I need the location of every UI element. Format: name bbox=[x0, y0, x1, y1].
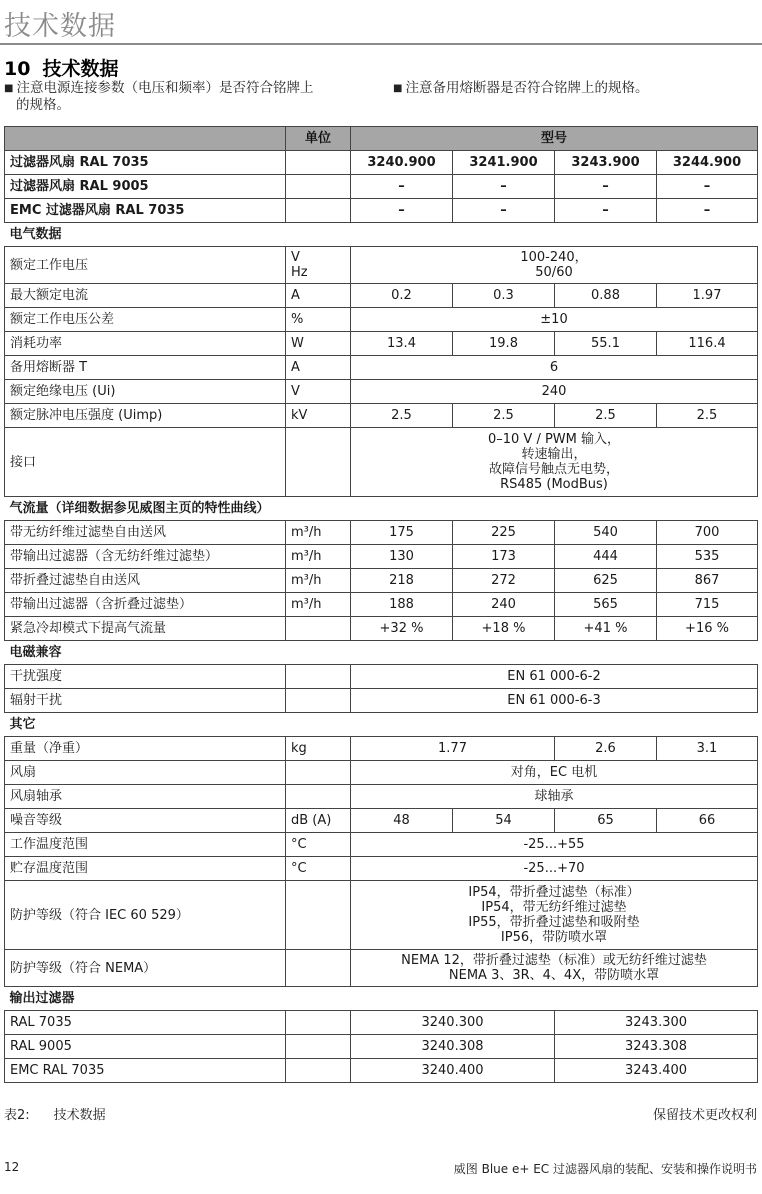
row-label: 过滤器风扇 RAL 9005 bbox=[5, 175, 286, 199]
table-row bbox=[5, 308, 758, 332]
value-cell: 对角，EC 电机 bbox=[351, 761, 758, 785]
value-cell: 3240.400 bbox=[351, 1059, 555, 1083]
value-cell: 625 bbox=[555, 569, 657, 593]
unit-cell bbox=[286, 428, 351, 497]
table-caption bbox=[4, 1104, 106, 1123]
unit-cell bbox=[286, 1059, 351, 1083]
unit-cell: kV bbox=[286, 404, 351, 428]
unit-cell bbox=[286, 1035, 351, 1059]
value-cell: IP54，带折叠过滤垫（标准） IP54，带无纺纤维过滤垫 IP55，带折叠过滤垫和吸附垫 IP56，带防喷水罩 bbox=[351, 881, 758, 950]
unit-cell bbox=[286, 175, 351, 199]
row-label: 噪音等级 bbox=[5, 809, 286, 833]
model-number: 3240.900 bbox=[351, 151, 453, 175]
technical-data-table bbox=[4, 126, 758, 1083]
footer-document-title: 威图 Blue e+ EC 过滤器风扇的装配、安装和操作说明书 bbox=[453, 1162, 757, 1176]
note-fuse-text: 注意备用熔断器是否符合铭牌上的规格。 bbox=[405, 80, 649, 96]
section-number: 10 bbox=[4, 58, 31, 80]
value-cell: +16 % bbox=[657, 617, 758, 641]
value-cell: – bbox=[555, 199, 657, 223]
section-heading-cell: 其它 bbox=[5, 713, 758, 737]
header-model: 型号 bbox=[351, 127, 758, 151]
value-cell: – bbox=[351, 199, 453, 223]
unit-cell: m³/h bbox=[286, 521, 351, 545]
table-row bbox=[5, 545, 758, 569]
value-cell: 3243.308 bbox=[555, 1035, 758, 1059]
rights-notice: 保留技术更改权利 bbox=[652, 1108, 757, 1123]
unit-cell bbox=[286, 761, 351, 785]
unit-cell bbox=[286, 689, 351, 713]
value-cell: 3240.300 bbox=[351, 1011, 555, 1035]
table-row bbox=[5, 284, 758, 308]
value-cell: 3243.400 bbox=[555, 1059, 758, 1083]
value-cell: 48 bbox=[351, 809, 453, 833]
value-cell: 225 bbox=[453, 521, 555, 545]
row-label: RAL 7035 bbox=[5, 1011, 286, 1035]
row-label: 带输出过滤器（含无纺纤维过滤垫） bbox=[5, 545, 286, 569]
section-heading-cell: 电磁兼容 bbox=[5, 641, 758, 665]
table-header-row bbox=[5, 127, 758, 151]
row-label: 带折叠过滤垫自由送风 bbox=[5, 569, 286, 593]
value-cell: 188 bbox=[351, 593, 453, 617]
bullet-icon: ■ bbox=[4, 83, 14, 94]
value-cell: 715 bbox=[657, 593, 758, 617]
row-label: 额定工作电压 bbox=[5, 247, 286, 284]
table-row bbox=[5, 689, 758, 713]
value-cell: 54 bbox=[453, 809, 555, 833]
value-cell: NEMA 12，带折叠过滤垫（标准）或无纺纤维过滤垫 NEMA 3、3R、4、4X，带防喷水罩 bbox=[351, 950, 758, 987]
value-cell: 55.1 bbox=[555, 332, 657, 356]
value-cell: 867 bbox=[657, 569, 758, 593]
value-cell: 1.77 bbox=[351, 737, 555, 761]
section-heading-cell: 气流量（详细数据参见威图主页的特性曲线） bbox=[5, 497, 758, 521]
model-number: 3243.900 bbox=[555, 151, 657, 175]
row-label: 防护等级（符合 IEC 60 529） bbox=[5, 881, 286, 950]
row-label: 风扇 bbox=[5, 761, 286, 785]
table-row-variant bbox=[5, 175, 758, 199]
unit-cell: A bbox=[286, 284, 351, 308]
value-cell: 444 bbox=[555, 545, 657, 569]
page-number: 12 bbox=[4, 1160, 20, 1174]
value-cell: 240 bbox=[453, 593, 555, 617]
table-caption-text: 技术数据 bbox=[53, 1108, 106, 1123]
value-cell: 65 bbox=[555, 809, 657, 833]
row-label: 辐射干扰 bbox=[5, 689, 286, 713]
row-label: 风扇轴承 bbox=[5, 785, 286, 809]
note-power-supply-line1: 注意电源连接参数（电压和频率）是否符合铭牌上 bbox=[16, 80, 314, 96]
value-cell: 240 bbox=[351, 380, 758, 404]
section-row-other bbox=[5, 713, 758, 737]
section-heading bbox=[4, 54, 118, 81]
unit-cell bbox=[286, 1011, 351, 1035]
value-cell: 540 bbox=[555, 521, 657, 545]
value-cell: +18 % bbox=[453, 617, 555, 641]
row-label: 额定工作电压公差 bbox=[5, 308, 286, 332]
page-header-title: 技术数据 bbox=[4, 11, 116, 42]
value-cell: 100-240， 50/60 bbox=[351, 247, 758, 284]
table-caption-label: 表2: bbox=[4, 1108, 30, 1123]
unit-cell bbox=[286, 199, 351, 223]
row-label: 干扰强度 bbox=[5, 665, 286, 689]
value-cell: 700 bbox=[657, 521, 758, 545]
section-heading-cell: 输出过滤器 bbox=[5, 987, 758, 1011]
value-cell: 2.5 bbox=[453, 404, 555, 428]
value-cell: EN 61 000-6-2 bbox=[351, 665, 758, 689]
value-cell: -25...+55 bbox=[351, 833, 758, 857]
unit-cell: V Hz bbox=[286, 247, 351, 284]
header-blank-cell bbox=[5, 127, 286, 151]
unit-cell: % bbox=[286, 308, 351, 332]
header-unit: 单位 bbox=[286, 127, 351, 151]
value-cell: 球轴承 bbox=[351, 785, 758, 809]
value-cell: 0–10 V / PWM 输入， 转速输出， 故障信号触点无电势， RS485 (ModBus) bbox=[351, 428, 758, 497]
table-row-variant bbox=[5, 199, 758, 223]
unit-cell: °C bbox=[286, 833, 351, 857]
value-cell: 0.2 bbox=[351, 284, 453, 308]
table-row bbox=[5, 404, 758, 428]
value-cell: 3243.300 bbox=[555, 1011, 758, 1035]
row-label: 最大额定电流 bbox=[5, 284, 286, 308]
row-label: 贮存温度范围 bbox=[5, 857, 286, 881]
table-row bbox=[5, 881, 758, 950]
value-cell: – bbox=[657, 175, 758, 199]
value-cell: 2.6 bbox=[555, 737, 657, 761]
table-row bbox=[5, 665, 758, 689]
table-row bbox=[5, 247, 758, 284]
value-cell: -25...+70 bbox=[351, 857, 758, 881]
header-divider bbox=[0, 43, 762, 45]
unit-cell bbox=[286, 151, 351, 175]
table-row bbox=[5, 761, 758, 785]
note-power-supply-line2: 的规格。 bbox=[16, 97, 70, 113]
section-row-outlet-filter bbox=[5, 987, 758, 1011]
unit-cell: m³/h bbox=[286, 569, 351, 593]
section-row-airflow bbox=[5, 497, 758, 521]
note-fuse bbox=[393, 80, 758, 97]
table-row bbox=[5, 809, 758, 833]
table-row bbox=[5, 857, 758, 881]
unit-cell bbox=[286, 881, 351, 950]
unit-cell bbox=[286, 785, 351, 809]
table-row bbox=[5, 569, 758, 593]
model-number: 3244.900 bbox=[657, 151, 758, 175]
value-cell: – bbox=[555, 175, 657, 199]
unit-cell bbox=[286, 665, 351, 689]
table-row bbox=[5, 785, 758, 809]
value-cell: 3.1 bbox=[657, 737, 758, 761]
value-cell: 13.4 bbox=[351, 332, 453, 356]
value-cell: 2.5 bbox=[555, 404, 657, 428]
row-label: 过滤器风扇 RAL 7035 bbox=[5, 151, 286, 175]
value-cell: 565 bbox=[555, 593, 657, 617]
value-cell: 175 bbox=[351, 521, 453, 545]
table-row bbox=[5, 356, 758, 380]
value-cell: +41 % bbox=[555, 617, 657, 641]
value-cell: 66 bbox=[657, 809, 758, 833]
row-label: 额定脉冲电压强度 (Uimp) bbox=[5, 404, 286, 428]
row-label: 备用熔断器 T bbox=[5, 356, 286, 380]
value-cell: – bbox=[657, 199, 758, 223]
value-cell: – bbox=[351, 175, 453, 199]
value-cell: 0.3 bbox=[453, 284, 555, 308]
row-label: RAL 9005 bbox=[5, 1035, 286, 1059]
unit-cell: m³/h bbox=[286, 545, 351, 569]
unit-cell: A bbox=[286, 356, 351, 380]
row-label: 带无纺纤维过滤垫自由送风 bbox=[5, 521, 286, 545]
row-label: 消耗功率 bbox=[5, 332, 286, 356]
value-cell: 6 bbox=[351, 356, 758, 380]
row-label: EMC RAL 7035 bbox=[5, 1059, 286, 1083]
model-number: 3241.900 bbox=[453, 151, 555, 175]
value-cell: 1.97 bbox=[657, 284, 758, 308]
row-label: 额定绝缘电压 (Ui) bbox=[5, 380, 286, 404]
value-cell: EN 61 000-6-3 bbox=[351, 689, 758, 713]
table-row bbox=[5, 833, 758, 857]
unit-cell: V bbox=[286, 380, 351, 404]
value-cell: +32 % bbox=[351, 617, 453, 641]
table-row bbox=[5, 593, 758, 617]
value-cell: 2.5 bbox=[351, 404, 453, 428]
table-row bbox=[5, 1059, 758, 1083]
unit-cell: kg bbox=[286, 737, 351, 761]
unit-cell: °C bbox=[286, 857, 351, 881]
value-cell: 535 bbox=[657, 545, 758, 569]
row-label: EMC 过滤器风扇 RAL 7035 bbox=[5, 199, 286, 223]
table-row bbox=[5, 521, 758, 545]
value-cell: 218 bbox=[351, 569, 453, 593]
row-label: 带输出过滤器（含折叠过滤垫） bbox=[5, 593, 286, 617]
row-label: 工作温度范围 bbox=[5, 833, 286, 857]
value-cell: 272 bbox=[453, 569, 555, 593]
value-cell: 19.8 bbox=[453, 332, 555, 356]
value-cell: 116.4 bbox=[657, 332, 758, 356]
table-row bbox=[5, 950, 758, 987]
row-label: 重量（净重） bbox=[5, 737, 286, 761]
table-row bbox=[5, 332, 758, 356]
value-cell: – bbox=[453, 175, 555, 199]
unit-cell bbox=[286, 617, 351, 641]
table-row-models bbox=[5, 151, 758, 175]
value-cell: 173 bbox=[453, 545, 555, 569]
value-cell: 130 bbox=[351, 545, 453, 569]
value-cell: – bbox=[453, 199, 555, 223]
row-label: 紧急冷却模式下提高气流量 bbox=[5, 617, 286, 641]
unit-cell: m³/h bbox=[286, 593, 351, 617]
table-row bbox=[5, 617, 758, 641]
table-row bbox=[5, 380, 758, 404]
unit-cell: W bbox=[286, 332, 351, 356]
section-heading-cell: 电气数据 bbox=[5, 223, 758, 247]
bullet-icon: ■ bbox=[393, 83, 403, 94]
table-row bbox=[5, 1035, 758, 1059]
note-power-supply bbox=[4, 80, 376, 113]
section-title: 技术数据 bbox=[42, 58, 119, 80]
value-cell: 3240.308 bbox=[351, 1035, 555, 1059]
unit-cell: dB (A) bbox=[286, 809, 351, 833]
table-row bbox=[5, 1011, 758, 1035]
value-cell: 0.88 bbox=[555, 284, 657, 308]
section-row-electrical bbox=[5, 223, 758, 247]
value-cell: ±10 bbox=[351, 308, 758, 332]
value-cell: 2.5 bbox=[657, 404, 758, 428]
table-row bbox=[5, 737, 758, 761]
row-label: 接口 bbox=[5, 428, 286, 497]
row-label: 防护等级（符合 NEMA） bbox=[5, 950, 286, 987]
unit-cell bbox=[286, 950, 351, 987]
table-row bbox=[5, 428, 758, 497]
section-row-emc bbox=[5, 641, 758, 665]
